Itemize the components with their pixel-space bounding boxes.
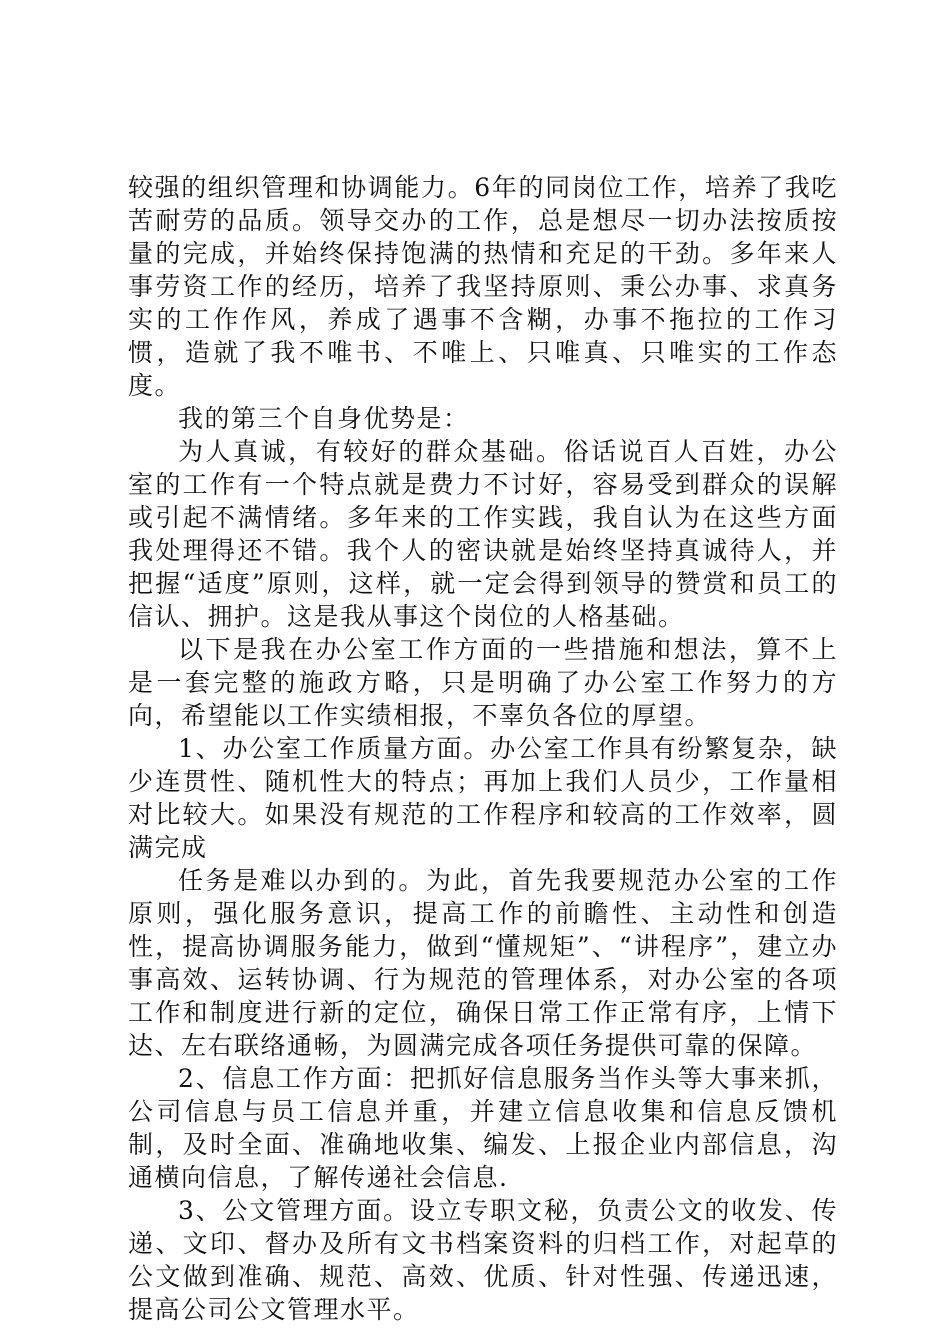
paragraph-3: 为人真诚，有较好的群众基础。俗话说百人百姓，办公室的工作有一个特点就是费力不讨好，容易受到群众的误解或引起不满情绪。多年来的工作实践，我自认为在这些方面我处理得还不错。我个人的密诀就是始终坚持真诚待人，并把握“适度”原则，这样，就一定会得到领导的赞赏和员工的信认、拥护。这是我从事这个岗位的人格基础。 <box>128 437 838 631</box>
paragraph-8: 3、公文管理方面。设立专职文秘，负责公文的收发、传递、文印、督办及所有文书档案资料的归档工作，对起草的公文做到准确、规范、高效、优质、针对性强、传递迅速，提高公司公文管理水平。 <box>128 1196 838 1324</box>
paragraph-4: 以下是我在办公室工作方面的一些措施和想法，算不上是一套完整的施政方略，只是明确了办公室工作努力的方向，希望能以工作实绩相报，不辜负各位的厚望。 <box>128 635 838 730</box>
paragraph-7: 2、信息工作方面：把抓好信息服务当作头等大事来抓，公司信息与员工信息并重，并建立信息收集和信息反馈机制，及时全面、准确地收集、编发、上报企业内部信息，沟通横向信息，了解传递社会信息. <box>128 1064 838 1192</box>
paragraph-6: 任务是难以办到的。为此，首先我要规范办公室的工作原则，强化服务意识，提高工作的前瞻性、主动性和创造性，提高协调服务能力，做到“懂规矩”、“讲程序”，建立办事高效、运转协调、行为规范的管理体系，对办公室的各项工作和制度进行新的定位，确保日常工作正常有序，上情下达、左右联络通畅，为圆满完成各项任务提供可靠的保障。 <box>128 866 838 1060</box>
paragraph-1: 较强的组织管理和协调能力。6年的同岗位工作，培养了我吃苦耐劳的品质。领导交办的工作，总是想尽一切办法按质按量的完成，并始终保持饱满的热情和充足的干劲。多年来人事劳资工作的经历，培养了我坚持原则、秉公办事、求真务实的工作作风，养成了遇事不含糊，办事不拖拉的工作习惯，造就了我不唯书、不唯上、只唯真、只唯实的工作态度。 <box>128 173 838 400</box>
document-body <box>128 171 838 1326</box>
paragraph-2: 我的第三个自身优势是： <box>178 404 470 433</box>
paragraph-5: 1、办公室工作质量方面。办公室工作具有纷繁复杂，缺少连贯性、随机性大的特点；再加上我们人员少，工作量相对比较大。如果没有规范的工作程序和较高的工作效率，圆满完成 <box>128 734 838 862</box>
